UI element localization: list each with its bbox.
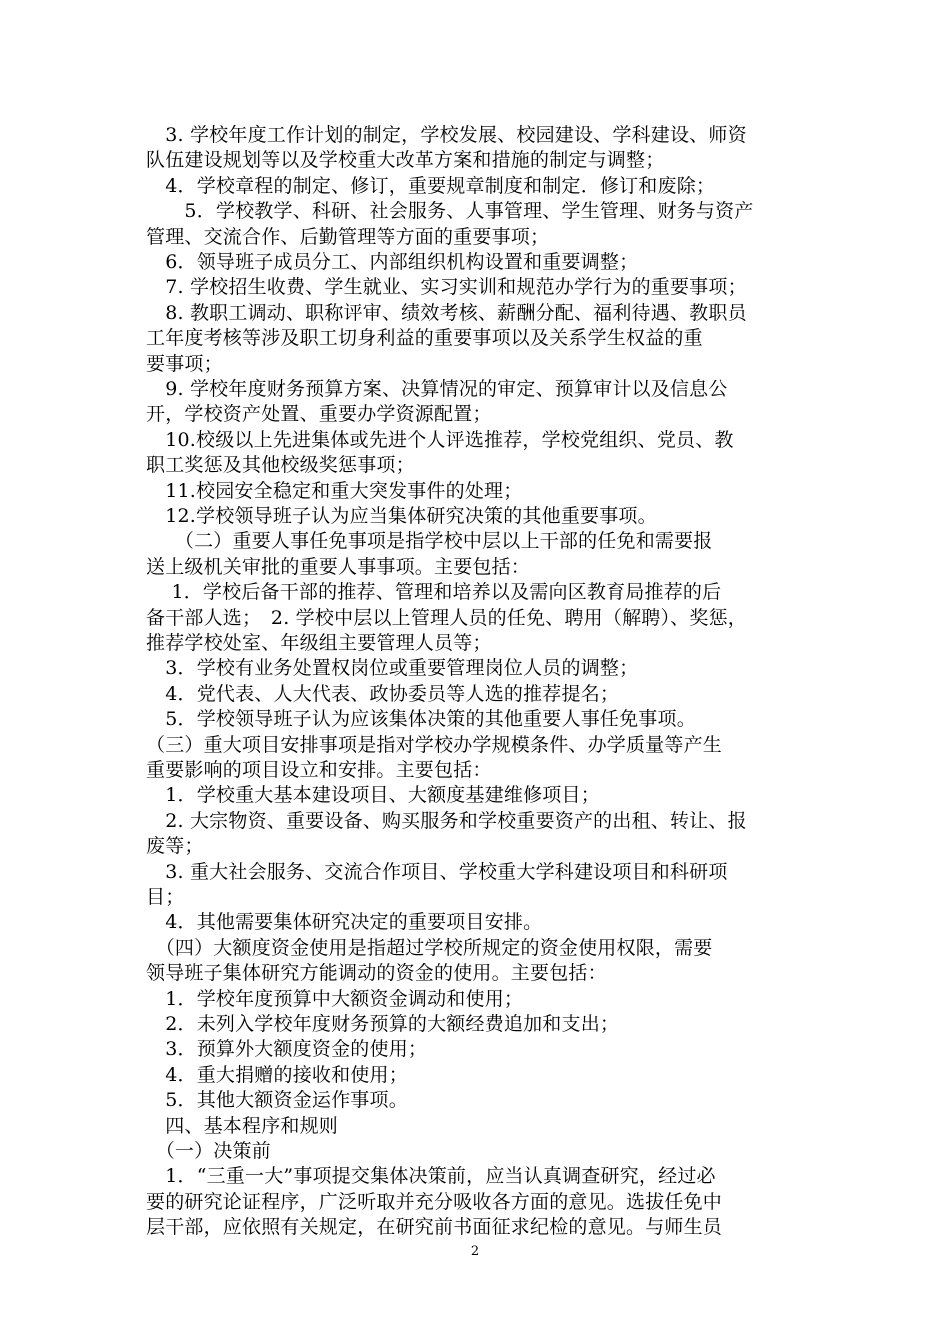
- text-line: （四）大额度资金使用是指超过学校所规定的资金使用权限，需要: [146, 936, 713, 959]
- text-line: 职工奖惩及其他校级奖惩事项；: [146, 454, 415, 477]
- text-line: 6．领导班子成员分工、内部组织机构设置和重要调整；: [146, 251, 639, 273]
- text-line: 12.学校领导班子认为应当集体研究决策的其他重要事项。: [146, 505, 657, 527]
- text-line: 重要影响的项目设立和安排。主要包括：: [146, 759, 492, 781]
- text-line: 3．预算外大额度资金的使用；: [146, 1038, 428, 1061]
- text-line: 7. 学校招生收费、学生就业、实习实训和规范办学行为的重要事项；: [146, 276, 747, 299]
- text-line: 管理、交流合作、后勤管理等方面的重要事项；: [146, 225, 550, 248]
- text-line: 8. 教职工调动、职称评审、绩效考核、薪酬分配、福利待遇、教职员: [146, 301, 747, 324]
- text-line: 1．“三重一大”事项提交集体决策前，应当认真调查研究，经过必: [146, 1165, 716, 1188]
- text-line: （三）重大项目安排事项是指对学校办学规模条件、办学质量等产生: [146, 733, 723, 756]
- text-line: 1．学校年度预算中大额资金调动和使用；: [146, 987, 524, 1010]
- text-line: 目；: [146, 886, 185, 908]
- text-line: 要的研究论证程序，广泛听取并充分吸收各方面的意见。选拔任免中: [146, 1190, 723, 1213]
- text-line: 2. 大宗物资、重要设备、购买服务和学校重要资产的出租、转让、报: [146, 809, 747, 832]
- text-line: 1．学校后备干部的推荐、管理和培养以及需向区教育局推荐的后: [146, 581, 722, 604]
- text-line: 队伍建设规划等以及学校重大改革方案和措施的制定与调整；: [146, 149, 665, 172]
- page-number: 2: [470, 1244, 480, 1259]
- text-line: 1．学校重大基本建设项目、大额度基建维修项目；: [146, 784, 600, 807]
- text-line: 4．党代表、人大代表、政协委员等人选的推荐提名；: [146, 682, 620, 705]
- text-line: 送上级机关审批的重要人事事项。主要包括：: [146, 555, 531, 578]
- text-line: 5．其他大额资金运作事项。: [146, 1089, 408, 1112]
- text-line: 3．学校有业务处置权岗位或重要管理岗位人员的调整；: [146, 657, 639, 680]
- text-line: 2．未列入学校年度财务预算的大额经费追加和支出；: [146, 1013, 620, 1035]
- text-line: 开，学校资产处置、重要办学资源配置；: [146, 403, 492, 426]
- text-line: 5．学校教学、科研、社会服务、人事管理、学生管理、财务与资产: [146, 200, 754, 223]
- text-line: 领导班子集体研究方能调动的资金的使用。主要包括：: [146, 962, 607, 985]
- text-line: 四、基本程序和规则: [146, 1114, 339, 1137]
- text-line: （一）决策前: [146, 1140, 271, 1162]
- text-line: 废等；: [146, 835, 204, 858]
- text-line: 10.校级以上先进集体或先进个人评选推荐，学校党组织、党员、教: [146, 428, 734, 451]
- text-line: 5．学校领导班子认为应该集体决策的其他重要人事任免事项。: [146, 708, 696, 731]
- text-line: 要事项；: [146, 352, 223, 375]
- text-line: 推荐学校处室、年级组主要管理人员等；: [146, 632, 492, 654]
- text-line: 4．重大捐赠的接收和使用；: [146, 1063, 408, 1086]
- text-line: 11.校园安全稳定和重大突发事件的处理；: [146, 479, 523, 502]
- text-line: 工年度考核等涉及职工切身利益的重要事项以及关系学生权益的重: [146, 327, 703, 350]
- text-line: 9. 学校年度财务预算方案、决算情况的审定、预算审计以及信息公: [146, 378, 728, 400]
- text-line: 4．其他需要集体研究决定的重要项目安排。: [146, 911, 543, 934]
- text-line: 备干部人选； 2. 学校中层以上管理人员的任免、聘用（解聘）、奖惩，: [146, 606, 747, 629]
- text-line: 4．学校章程的制定、修订，重要规章制度和制定．修订和废除；: [146, 174, 716, 197]
- text-line: 层干部，应依照有关规定，在研究前书面征求纪检的意见。与师生员: [146, 1216, 723, 1239]
- text-line: 3. 重大社会服务、交流合作项目、学校重大学科建设项目和科研项: [146, 860, 728, 883]
- text-line: （二）重要人事任免事项是指学校中层以上干部的任免和需要报: [146, 530, 713, 553]
- text-line: 3. 学校年度工作计划的制定，学校发展、校园建设、学科建设、师资: [146, 124, 747, 146]
